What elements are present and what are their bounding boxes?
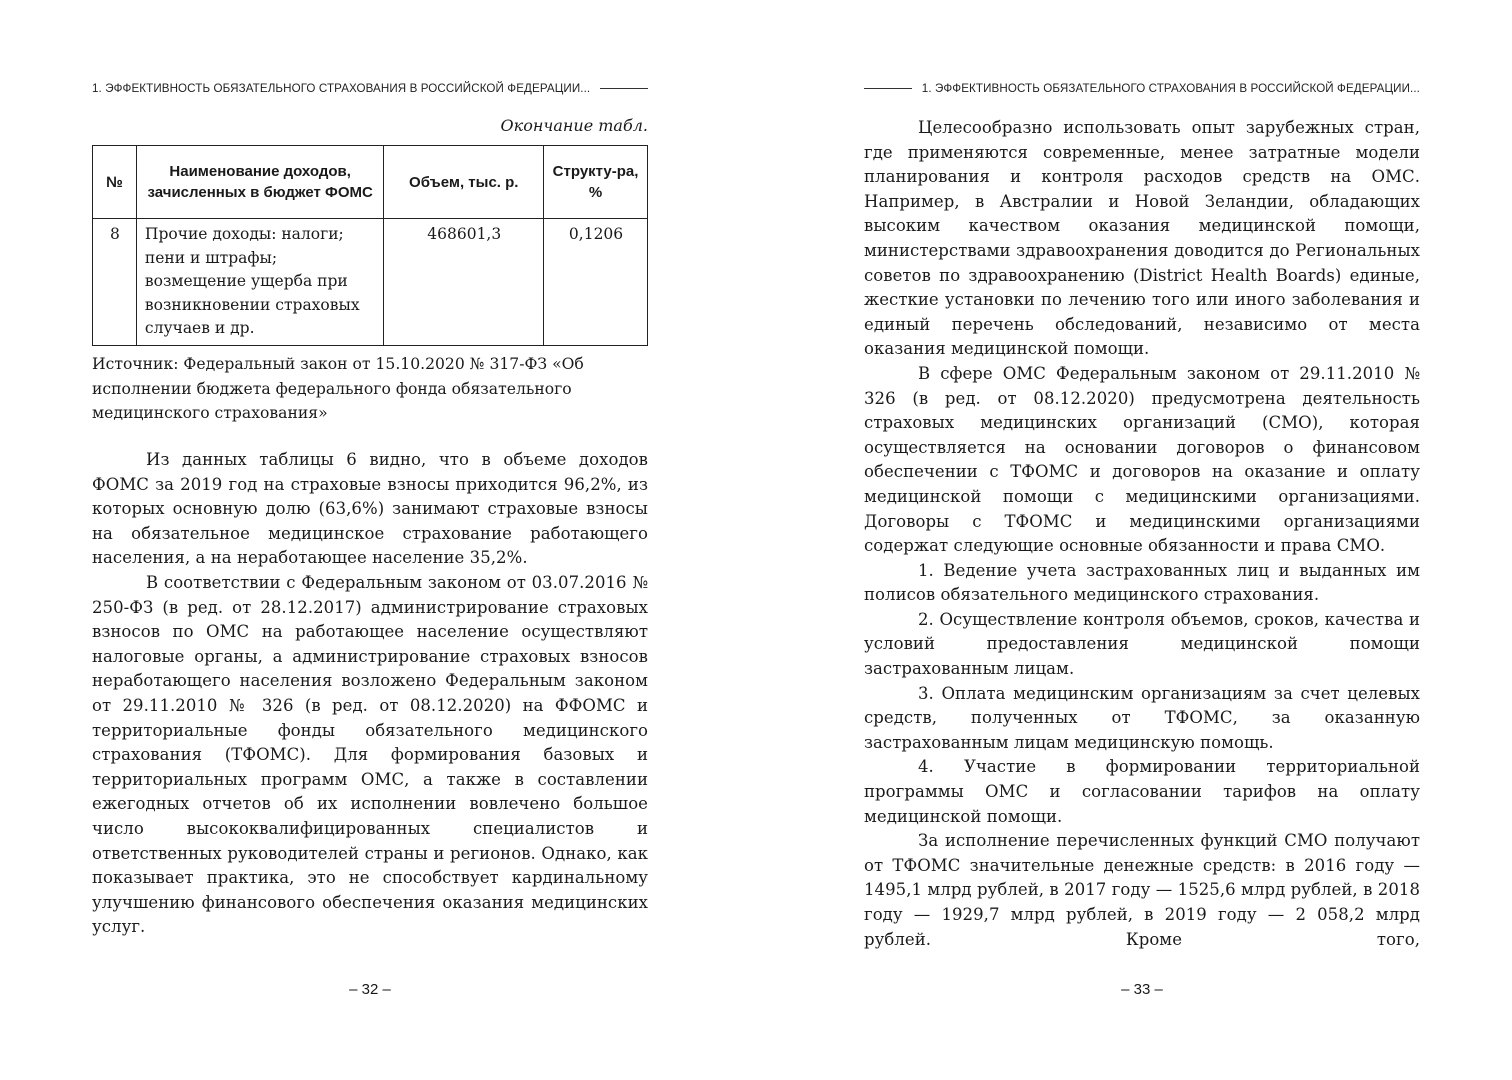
right-paragraph-6: 4. Участие в формировании территориальной программы ОМС и согласовании тарифов на оплату медицинской помощи. — [864, 757, 1420, 826]
right-paragraph-2: В сфере ОМС Федеральным законом от 29.11.2010 № 326 (в ред. от 08.12.2020) предусмотрена деятельность страховых медицинских организаций (СМО), которая осуществляется на основании договоров о финансовом обеспечении с ТФОМС и договоров на оказание и оплату медицинской помощи с медицинскими организациями. Договоры с ТФОМС и медицинскими организациями содержат следующие основные обязанности и права СМО. — [864, 363, 1420, 556]
table-header-row — [93, 146, 648, 219]
right-body-text — [864, 116, 1420, 952]
cell-volume: 468601,3 — [384, 219, 544, 346]
income-table — [92, 145, 648, 346]
cell-name: Прочие доходы: налоги; пени и штрафы; возмещение ущерба при возникновении страховых случаев и др. — [136, 219, 384, 346]
cell-num: 8 — [93, 219, 137, 346]
right-page — [864, 0, 1420, 1080]
right-paragraph-1: Целесообразно использовать опыт зарубежных стран, где применяются современные, менее затратные модели планирования и контроля расходов средств на ОМС. Например, в Австралии и Новой Зеландии, обладающих высоким качеством оказания медицинской помощи, министерствами здравоохранения доводится до Региональных советов по здравоохранению (District Health Boards) единые, жесткие установки по лечению того или иного заболевания и единый перечень обследований, независимо от места оказания медицинской помощи. — [864, 118, 1420, 359]
table-row — [93, 219, 648, 346]
left-header-rule — [600, 88, 648, 89]
right-running-header-text: 1. ЭФФЕКТИВНОСТЬ ОБЯЗАТЕЛЬНОГО СТРАХОВАНИЯ В РОССИЙСКОЙ ФЕДЕРАЦИИ... — [921, 82, 1420, 95]
right-header-rule — [864, 88, 912, 89]
right-paragraph-4: 2. Осуществление контроля объемов, сроков, качества и условий предоставления медицинской помощи застрахованным лицам. — [864, 609, 1420, 679]
left-paragraph-2: В соответствии с Федеральным законом от 03.07.2016 № 250-ФЗ (в ред. от 28.12.2017) администрирование страховых взносов по ОМС на работающее население осуществляют налоговые органы, а администрирование страховых взносов неработающего населения возложено Федеральным законом от 29.11.2010 № 326 (в ред. от 08.12.2020) на ФФОМС и территориальные фонды обязательного медицинского страхования (ТФОМС). Для формирования базовых и территориальных программ ОМС, а также в составлении ежегодных отчетов об их исполнении вовлечено большое число высококвалифицированных специалистов и ответственных руководителей страны и регионов. Однако, как показывает практика, это не способствует кардинальному улучшению финансового обеспечения оказания медицинских услуг. — [92, 572, 648, 937]
right-paragraph-5: 3. Оплата медицинским организациям за счет целевых средств, полученных от ТФОМС, за оказанную застрахованным лицам медицинскую помощь. — [864, 683, 1420, 752]
left-running-header-text: 1. ЭФФЕКТИВНОСТЬ ОБЯЗАТЕЛЬНОГО СТРАХОВАНИЯ В РОССИЙСКОЙ ФЕДЕРАЦИИ... — [92, 82, 591, 95]
left-paragraph-1: Из данных таблицы 6 видно, что в объеме доходов ФОМС за 2019 год на страховые взносы приходится 96,2%, из которых основную долю (63,6%) занимают страховые взносы на обязательное медицинское страхование работающего населения, а на неработающее население 35,2%. — [92, 450, 648, 568]
right-paragraph-7: За исполнение перечисленных функций СМО получают от ТФОМС значительные денежные средств: в 2016 году — 1495,1 млрд рублей, в 2017 году — 1525,6 млрд рублей, в 2018 году — 1929,7 млрд рублей, в 2019 году — 2 058,2 млрд рублей. Кроме того, — [864, 831, 1420, 949]
header-structure: Структу-ра, % — [544, 146, 648, 219]
left-page-number: – 32 – — [349, 981, 391, 998]
left-page — [92, 0, 648, 1080]
cell-structure: 0,1206 — [544, 219, 648, 346]
header-num: № — [93, 146, 137, 219]
header-name: Наименование доходов, зачисленных в бюджет ФОМС — [136, 146, 384, 219]
right-running-header — [864, 82, 1420, 95]
left-running-header — [92, 82, 648, 95]
table-caption: Окончание табл. — [500, 116, 648, 135]
header-volume: Объем, тыс. р. — [384, 146, 544, 219]
left-body-text — [92, 448, 648, 940]
right-page-number: – 33 – — [1121, 981, 1163, 998]
right-paragraph-3: 1. Ведение учета застрахованных лиц и выданных им полисов обязательного медицинского страхования. — [864, 560, 1420, 605]
source-note: Источник: Федеральный закон от 15.10.2020 № 317-ФЗ «Об исполнении бюджета федерального фонда обязательного медицинского страхования» — [92, 355, 584, 422]
